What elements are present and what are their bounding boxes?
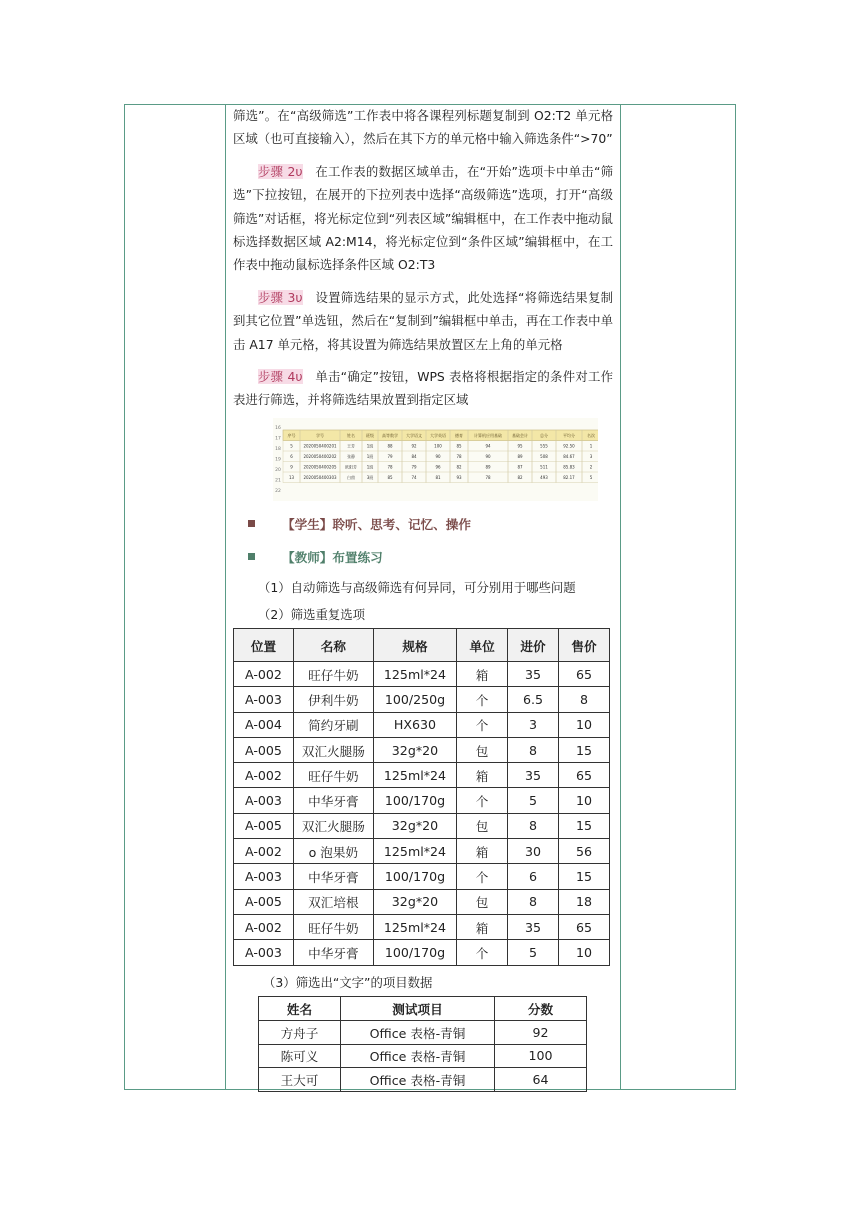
cell-value: 78 bbox=[387, 464, 393, 470]
cell-value: 90 bbox=[485, 454, 491, 459]
spreadsheet-screenshot bbox=[273, 418, 598, 501]
table-cell: 王大可 bbox=[259, 1068, 341, 1092]
cell-value: 87 bbox=[517, 464, 523, 470]
column-header: 名称 bbox=[293, 629, 373, 662]
cell-value: 493 bbox=[540, 475, 548, 480]
table-cell: 125ml*24 bbox=[373, 839, 456, 864]
table-cell: 15 bbox=[559, 864, 610, 889]
cell-value: 1班 bbox=[366, 443, 374, 449]
column-header: 姓名 bbox=[347, 433, 355, 438]
table-cell: 100/170g bbox=[373, 940, 456, 965]
cell-value: 92 bbox=[411, 443, 417, 449]
table-cell: 3 bbox=[507, 712, 558, 737]
student-activity-text: 【学生】聆听、思考、记忆、操作 bbox=[282, 517, 471, 532]
cell-value: 89 bbox=[517, 454, 523, 459]
goods-table bbox=[233, 628, 610, 966]
column-divider bbox=[225, 105, 226, 1089]
table-cell: 6.5 bbox=[507, 687, 558, 712]
column-header: 基础会计 bbox=[512, 433, 528, 438]
exercise-3: （3）筛选出“文字”的项目数据 bbox=[263, 975, 433, 990]
table-cell: 个 bbox=[457, 712, 508, 737]
cell-value: 508 bbox=[540, 454, 548, 459]
cell-value: 85 bbox=[456, 443, 462, 449]
cell-value: 90 bbox=[435, 454, 441, 459]
table-row bbox=[234, 839, 610, 864]
cell-value: 82 bbox=[456, 464, 462, 470]
cell-value: 张静 bbox=[347, 454, 355, 459]
table-cell: 5 bbox=[507, 788, 558, 813]
table-row bbox=[234, 712, 610, 737]
table-cell: A-003 bbox=[234, 788, 294, 813]
column-header: 高等数学 bbox=[382, 433, 398, 438]
table-cell: 旺仔牛奶 bbox=[293, 763, 373, 788]
cell-value: 2020050400201 bbox=[303, 443, 337, 449]
step-text: 设置筛选结果的显示方式，此处选择“将筛选结果复制到其它位置”单选钮，然后在“复制到”编辑框中单击，再在工作表中单击 A17 单元格，将其设置为筛选结果放置区左上角的单元格 bbox=[233, 289, 613, 352]
table-cell: A-004 bbox=[234, 712, 294, 737]
teacher-activity bbox=[248, 547, 383, 566]
cell-value: 9 bbox=[290, 464, 293, 470]
row-number: 16 bbox=[275, 426, 281, 431]
table-cell: 6 bbox=[507, 864, 558, 889]
cell-value: 1班 bbox=[366, 454, 374, 459]
cell-value: 88 bbox=[387, 443, 393, 449]
table-row bbox=[234, 864, 610, 889]
cell-value: 84 bbox=[411, 454, 417, 459]
column-header: 大学语文 bbox=[406, 433, 422, 438]
lesson-content bbox=[233, 104, 613, 412]
row-number: 22 bbox=[275, 489, 281, 494]
step-label: 步骤 3υ bbox=[258, 289, 303, 305]
table-cell: 35 bbox=[507, 662, 558, 687]
table-cell: 中华牙膏 bbox=[293, 940, 373, 965]
table-cell: 双汇火腿肠 bbox=[293, 737, 373, 762]
cell-value: 1 bbox=[589, 443, 593, 449]
cell-value: 13 bbox=[288, 475, 295, 480]
table-cell: 32g*20 bbox=[373, 889, 456, 914]
table-cell: 65 bbox=[559, 763, 610, 788]
table-row bbox=[234, 813, 610, 838]
table-row bbox=[234, 737, 610, 762]
column-header: 规格 bbox=[373, 629, 456, 662]
scores-table bbox=[258, 996, 587, 1092]
table-cell: 100/250g bbox=[373, 687, 456, 712]
table-row bbox=[234, 914, 610, 939]
column-header: 计算机应用基础 bbox=[474, 433, 502, 438]
spreadsheet-screenshot-image bbox=[273, 418, 598, 501]
table-cell: HX630 bbox=[373, 712, 456, 737]
table-cell: 8 bbox=[507, 889, 558, 914]
row-number: 19 bbox=[275, 457, 281, 463]
cell-value: 王芳 bbox=[347, 443, 355, 449]
exercise-2: （2）筛选重复选项 bbox=[258, 607, 366, 622]
table-cell: 56 bbox=[559, 839, 610, 864]
table-cell: 旺仔牛奶 bbox=[293, 662, 373, 687]
table-cell: 35 bbox=[507, 763, 558, 788]
cell-value: 5 bbox=[290, 443, 293, 449]
table-cell: 32g*20 bbox=[373, 737, 456, 762]
cell-value: 82.17 bbox=[563, 475, 575, 480]
cell-value: 78 bbox=[456, 454, 462, 459]
table-cell: A-002 bbox=[234, 914, 294, 939]
bullet-square-icon bbox=[248, 520, 255, 527]
step-text: 单击“确定”按钮，WPS 表格将根据指定的条件对工作表进行筛选，并将筛选结果放置到指定区域 bbox=[233, 369, 613, 408]
column-header: 名次 bbox=[587, 433, 595, 438]
cell-value: 85 bbox=[387, 475, 393, 480]
table-cell: 个 bbox=[457, 864, 508, 889]
cell-value: 84.67 bbox=[563, 454, 575, 459]
table-cell: Office 表格-青铜 bbox=[340, 1068, 494, 1092]
column-header: 德育 bbox=[455, 433, 463, 438]
cell-value: 欧阳芳 bbox=[345, 464, 357, 470]
column-header: 大学英语 bbox=[430, 433, 446, 438]
table-cell: 简约牙刷 bbox=[293, 712, 373, 737]
table-cell: 32g*20 bbox=[373, 813, 456, 838]
row-number: 20 bbox=[275, 468, 281, 473]
table-row bbox=[234, 687, 610, 712]
table-cell: 双汇培根 bbox=[293, 889, 373, 914]
cell-value: 白茵 bbox=[347, 475, 355, 480]
cell-value: 85.83 bbox=[563, 464, 575, 470]
table-cell: 中华牙膏 bbox=[293, 864, 373, 889]
table-cell: 125ml*24 bbox=[373, 662, 456, 687]
column-header: 进价 bbox=[507, 629, 558, 662]
teacher-activity-text: 【教师】布置练习 bbox=[282, 550, 383, 565]
table-cell: 箱 bbox=[457, 662, 508, 687]
cell-value: 74 bbox=[411, 475, 417, 480]
cell-value: 5 bbox=[589, 475, 593, 480]
cell-value: 3班 bbox=[366, 475, 374, 480]
table-header-row bbox=[234, 629, 610, 662]
table-cell: 8 bbox=[507, 813, 558, 838]
cell-value: 92.50 bbox=[563, 443, 575, 449]
table-cell: 包 bbox=[457, 737, 508, 762]
student-activity bbox=[248, 514, 471, 533]
table-cell: 10 bbox=[559, 712, 610, 737]
table-cell: 125ml*24 bbox=[373, 763, 456, 788]
row-number: 17 bbox=[275, 436, 281, 442]
column-header: 测试项目 bbox=[340, 997, 494, 1021]
table-cell: 中华牙膏 bbox=[293, 788, 373, 813]
table-cell: 100/170g bbox=[373, 788, 456, 813]
table-cell: 15 bbox=[559, 813, 610, 838]
table-cell: A-003 bbox=[234, 687, 294, 712]
column-divider bbox=[620, 105, 621, 1089]
column-header: 姓名 bbox=[259, 997, 341, 1021]
table-cell: 方舟子 bbox=[259, 1021, 341, 1045]
cell-value: 511 bbox=[540, 464, 548, 470]
cell-value: 81 bbox=[435, 475, 441, 480]
table-header-row bbox=[259, 997, 587, 1021]
table-cell: A-003 bbox=[234, 864, 294, 889]
table-cell: 陈可义 bbox=[259, 1044, 341, 1068]
table-cell: 双汇火腿肠 bbox=[293, 813, 373, 838]
cell-value: 2020050400202 bbox=[303, 454, 337, 459]
table-cell: 100/170g bbox=[373, 864, 456, 889]
cell-value: 95 bbox=[517, 443, 523, 449]
table-cell: 92 bbox=[495, 1021, 587, 1045]
table-row bbox=[234, 940, 610, 965]
cell-value: 79 bbox=[411, 464, 417, 470]
cell-value: 82 bbox=[517, 475, 523, 480]
exercise-1: （1）自动筛选与高级筛选有何异同，可分别用于哪些问题 bbox=[258, 580, 576, 595]
cell-value: 1班 bbox=[366, 464, 374, 470]
table-row bbox=[234, 763, 610, 788]
column-header: 位置 bbox=[234, 629, 294, 662]
table-cell: 10 bbox=[559, 940, 610, 965]
table-cell: 65 bbox=[559, 662, 610, 687]
row-number: 18 bbox=[275, 447, 281, 452]
cell-value: 89 bbox=[485, 464, 491, 470]
cell-value: 100 bbox=[434, 443, 442, 449]
table-cell: 个 bbox=[457, 788, 508, 813]
column-header: 分数 bbox=[495, 997, 587, 1021]
table-cell: 箱 bbox=[457, 839, 508, 864]
table-cell: A-002 bbox=[234, 763, 294, 788]
table-cell: 包 bbox=[457, 889, 508, 914]
table-cell: 125ml*24 bbox=[373, 914, 456, 939]
table-cell: 15 bbox=[559, 737, 610, 762]
table-cell: 65 bbox=[559, 914, 610, 939]
table-cell: 100 bbox=[495, 1044, 587, 1068]
cell-value: 79 bbox=[387, 454, 393, 459]
step-2 bbox=[233, 160, 613, 277]
column-header: 平均分 bbox=[563, 433, 575, 438]
column-header: 售价 bbox=[559, 629, 610, 662]
bullet-square-icon bbox=[248, 553, 255, 560]
table-cell: A-005 bbox=[234, 813, 294, 838]
cell-value: 93 bbox=[456, 475, 462, 480]
step-3 bbox=[233, 286, 613, 356]
table-cell: 30 bbox=[507, 839, 558, 864]
cell-value: 78 bbox=[485, 475, 491, 480]
table-cell: 8 bbox=[507, 737, 558, 762]
cell-value: 555 bbox=[540, 443, 548, 449]
table-row bbox=[234, 889, 610, 914]
paragraph-intro: 筛选”。在“高级筛选”工作表中将各课程列标题复制到 O2:T2 单元格区域（也可直接输入），然后在其下方的单元格中输入筛选条件“>70” bbox=[233, 108, 613, 147]
table-cell: 个 bbox=[457, 940, 508, 965]
table-cell: A-002 bbox=[234, 839, 294, 864]
cell-value: 6 bbox=[290, 454, 293, 459]
table-cell: A-003 bbox=[234, 940, 294, 965]
cell-value: 2 bbox=[589, 464, 593, 470]
cell-value: 3 bbox=[589, 454, 593, 459]
table-cell: 35 bbox=[507, 914, 558, 939]
table-cell: Office 表格-青铜 bbox=[340, 1021, 494, 1045]
table-cell: 包 bbox=[457, 813, 508, 838]
table-cell: A-005 bbox=[234, 889, 294, 914]
table-cell: 箱 bbox=[457, 763, 508, 788]
column-header: 总分 bbox=[540, 433, 548, 438]
column-header: 单位 bbox=[457, 629, 508, 662]
column-header: 序号 bbox=[287, 433, 296, 438]
column-header: 学号 bbox=[316, 433, 324, 438]
table-cell: 10 bbox=[559, 788, 610, 813]
table-cell: 64 bbox=[495, 1068, 587, 1092]
table-cell: 5 bbox=[507, 940, 558, 965]
table-cell: A-002 bbox=[234, 662, 294, 687]
table-cell: 个 bbox=[457, 687, 508, 712]
table-cell: o 泡果奶 bbox=[293, 839, 373, 864]
table-cell: Office 表格-青铜 bbox=[340, 1044, 494, 1068]
step-text: 在工作表的数据区域单击，在“开始”选项卡中单击“筛选”下拉按钮，在展开的下拉列表中选择“高级筛选”选项，打开“高级筛选”对话框，将光标定位到“列表区域”编辑框中，在工作表中拖动鼠标选择数据区域 A2:M14，将光标定位到“条件区域”编辑框中，在工作表中拖动鼠标选择条件区域 O2:T3 bbox=[233, 163, 613, 273]
step-4 bbox=[233, 365, 613, 412]
row-number: 21 bbox=[275, 478, 281, 484]
table-row bbox=[259, 1021, 587, 1045]
table-row bbox=[259, 1044, 587, 1068]
table-row bbox=[259, 1068, 587, 1092]
table-row bbox=[234, 788, 610, 813]
table-cell: 伊利牛奶 bbox=[293, 687, 373, 712]
cell-value: 96 bbox=[435, 464, 441, 470]
column-header: 班级 bbox=[366, 433, 374, 438]
table-row bbox=[234, 662, 610, 687]
table-cell: 旺仔牛奶 bbox=[293, 914, 373, 939]
cell-value: 94 bbox=[485, 443, 491, 449]
table-cell: A-005 bbox=[234, 737, 294, 762]
step-label: 步骤 2υ bbox=[258, 163, 303, 179]
step-label: 步骤 4υ bbox=[258, 369, 303, 385]
table-cell: 18 bbox=[559, 889, 610, 914]
cell-value: 2020050400303 bbox=[303, 475, 337, 480]
table-cell: 8 bbox=[559, 687, 610, 712]
table-cell: 箱 bbox=[457, 914, 508, 939]
cell-value: 2020050400205 bbox=[303, 464, 337, 470]
